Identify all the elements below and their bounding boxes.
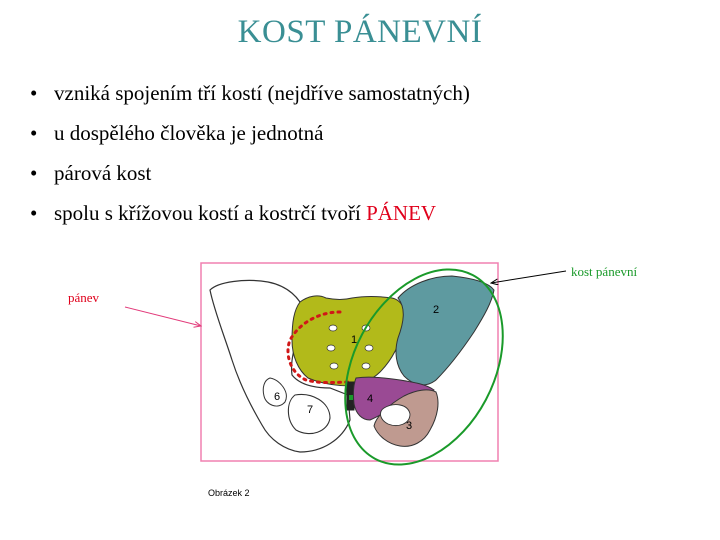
region-number-2: 2 [433, 304, 440, 316]
region-number-4: 4 [367, 393, 374, 405]
page-title: KOST PÁNEVNÍ [237, 14, 483, 50]
kost-panevni-pointer-arrow [491, 271, 566, 283]
region-number-6: 6 [274, 391, 281, 403]
bullet-text: spolu s křížovou kostí a kostrčí tvoří [54, 201, 367, 225]
bullet-text: u dospělého člověka je jednotná [54, 121, 324, 145]
region-number-1: 1 [351, 334, 358, 346]
figure-caption: Obrázek 2 [208, 488, 250, 498]
region-number-3: 3 [406, 420, 413, 432]
bullet-dot: • [30, 121, 38, 145]
bullet-text: vzniká spojením tří kostí (nejdříve samostatných) [54, 81, 470, 105]
bullet-dot: • [30, 161, 38, 185]
panev-label: pánev [68, 290, 100, 305]
kost-panevni-label: kost pánevní [571, 264, 638, 279]
region-number-7: 7 [307, 404, 314, 416]
bullet-dot: • [30, 81, 38, 105]
bullet-emphasis: PÁNEV [366, 201, 437, 225]
panev-pointer-arrow [125, 307, 201, 326]
bullet-dot: • [30, 201, 38, 225]
bullet-text: párová kost [54, 161, 152, 185]
